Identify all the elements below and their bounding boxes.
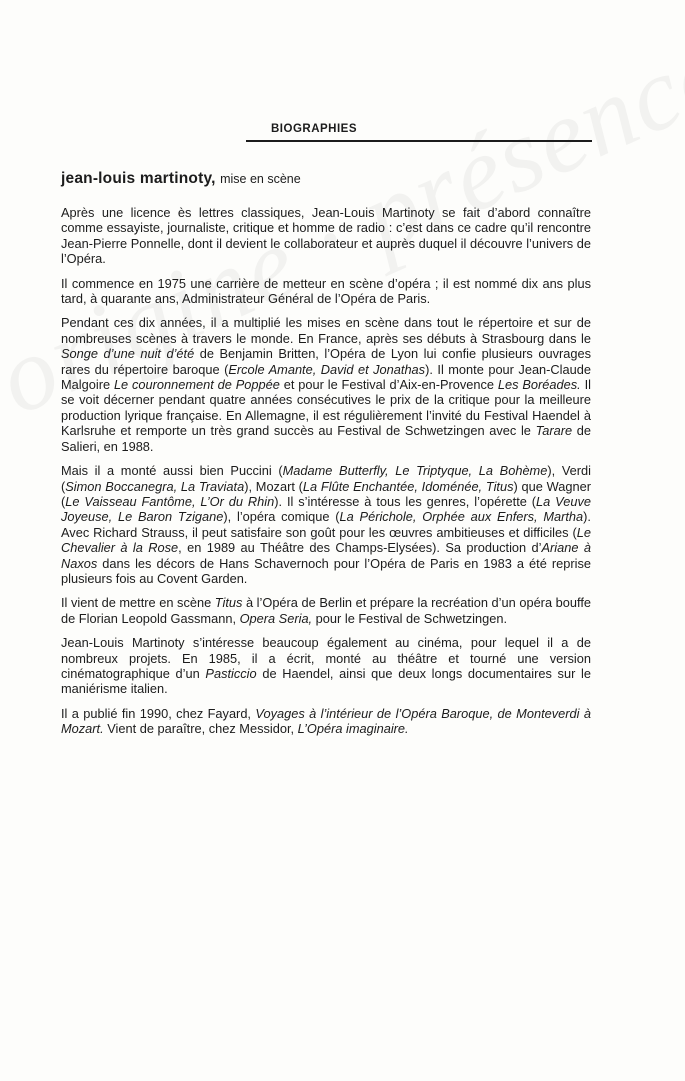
text-run: ). Avec Richard Strauss, il peut satisfaire son goût pour les œuvres ambitieuses et difficiles ( — [61, 509, 591, 540]
work-title: La Flûte Enchantée, Idoménée, Titus — [302, 478, 514, 494]
text-run: ), Verdi ( — [61, 463, 591, 494]
work-title: Les Boréades. — [497, 377, 581, 393]
work-title: Ariane à Naxos — [61, 540, 591, 571]
text-run: Après une licence ès lettres classiques, Jean-Louis Martinoty se fait d’abord connaître comme essayiste, journaliste, critique et homme de radio : c’est dans ce cadre qu’il rencontre Jean-Pierre Ponnelle, dont il devient le collaborateur et auprès duquel il découvre l’univers de l’Opéra. — [61, 205, 591, 267]
person-role: mise en scène — [220, 172, 301, 186]
biography-heading — [61, 170, 301, 188]
text-run: ), Mozart ( — [244, 478, 303, 494]
work-title: Le couronnement de Poppée — [113, 377, 280, 393]
work-title: La Périchole, Orphée aux Enfers, Martha — [339, 509, 584, 525]
biography-paragraph — [61, 463, 591, 586]
text-run: Il a publié fin 1990, chez Fayard, — [61, 705, 256, 721]
work-title: Madame Butterfly, Le Triptyque, La Bohème — [282, 463, 548, 479]
work-title: La Veuve Joyeuse, Le Baron Tzigane — [61, 493, 591, 525]
text-run: dans les décors de Hans Schavernoch pour l’Opéra de Paris en 1983 a été reprise plusieurs fois au Covent Garden. — [61, 555, 591, 586]
biography-text — [61, 205, 591, 746]
text-run: ). Il s’intéresse à tous les genres, l’opérette ( — [274, 493, 537, 509]
work-title: Simon Boccanegra, La Traviata — [65, 478, 245, 494]
text-run: à l’Opéra de Berlin et prépare la recréation d’un opéra bouffe de Florian Leopold Gassmann, — [61, 595, 591, 626]
biography-paragraph — [61, 595, 591, 626]
biography-paragraph — [61, 635, 591, 697]
text-run: Mais il a monté aussi bien Puccini ( — [61, 463, 283, 479]
text-run: Il vient de mettre en scène — [61, 595, 215, 611]
text-run: et pour le Festival d’Aix-en-Provence — [279, 377, 498, 393]
work-title: Pasticcio — [205, 665, 257, 681]
section-title: BIOGRAPHIES — [271, 123, 358, 135]
text-run: ), l’opéra comique ( — [223, 509, 340, 525]
work-title: Le Vaisseau Fantôme, L’Or du Rhin — [65, 493, 275, 509]
text-run: pour le Festival de Schwetzingen. — [312, 610, 508, 626]
biography-paragraph — [61, 205, 591, 267]
work-title: Ercole Amante, David et Jonathas — [228, 361, 426, 377]
work-title: Tarare — [535, 423, 573, 439]
text-run: de Salieri, en 1988. — [61, 423, 591, 454]
text-run: ). Il monte pour Jean-Claude Malgoire — [61, 361, 591, 393]
work-title: Voyages à l’intérieur de l’Opéra Baroque, de Monteverdi à Mozart. — [61, 705, 591, 737]
text-run: de Haendel, ainsi que deux longs documentaires sur le maniérisme italien. — [61, 665, 591, 697]
text-run: Pendant ces dix années, il a multiplié les mises en scène dans tout le répertoire et sur de nombreuses scènes à travers le monde. En France, après ses débuts à Strasbourg dans le — [61, 315, 591, 346]
text-run: Il se voit décerner pendant quatre années consécutives le prix de la critique pour la meilleure production lyrique française. En Allemagne, il est régulièrement l’invité du Festival Haendel à Karlsruhe et remporte un très grand succès au Festival de Schwetzingen avec le — [61, 377, 591, 439]
work-title: L’Opéra imaginaire. — [297, 721, 409, 737]
work-title: Opera Seria, — [239, 610, 313, 626]
text-run: Jean-Louis Martinoty s’intéresse beaucoup également au cinéma, pour lequel il a de nombreux projets. En 1985, il a écrit, monté au théâtre et tourné une version cinématographique d’un — [61, 635, 591, 681]
text-run: de Benjamin Britten, l’Opéra de Lyon lui confie plusieurs ouvrages rares du répertoire baroque ( — [61, 346, 591, 377]
text-run: Vient de paraître, chez Messidor, — [103, 721, 298, 737]
text-run: ) que Wagner ( — [61, 478, 591, 509]
work-title: Titus — [214, 595, 243, 611]
header-divider — [246, 140, 592, 142]
person-name: jean-louis martinoty, — [61, 170, 216, 187]
text-run: Il commence en 1975 une carrière de metteur en scène d’opéra ; il est nommé dix ans plus tard, à quarante ans, Administrateur Général de l’Opéra de Paris. — [61, 275, 591, 307]
work-title: Le Chevalier à la Rose — [61, 524, 591, 556]
biography-paragraph — [61, 276, 591, 307]
text-run: , en 1989 au Théâtre des Champs-Elysées). Sa production d’ — [178, 540, 542, 556]
biography-paragraph — [61, 315, 591, 454]
biography-paragraph — [61, 706, 591, 737]
work-title: Songe d’une nuit d’été — [61, 346, 195, 362]
